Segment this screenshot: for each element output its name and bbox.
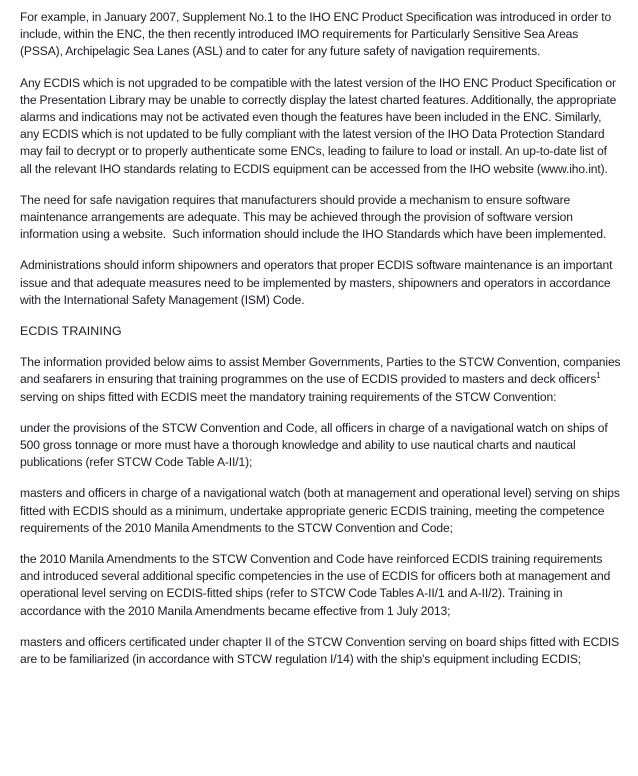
paragraph-ecdis-upgrade: Any ECDIS which is not upgraded to be compatible with the latest version of the IHO ENC Product Specification or the Presentation Library may be unable to correctly display the latest charted features. Additionally, the appropriate alarms and indications may not be activated even though the features have been included in the ENC. Similarly, any ECDIS which is not updated to be fully compliant with the latest version of the IHO Data Protection Standard may fail to decrypt or to properly authenticate some ENCs, leading to failure to load or install. An up-to-date list of all the relevant IHO standards relating to ECDIS equipment can be accessed from the IHO website (www.iho.int). [20,75,620,176]
paragraph-text-after-footnote: serving on ships fitted with ECDIS meet the mandatory training requirements of the STCW Convention: [20,372,605,404]
document-body [20,9,624,668]
paragraph-ecdis-supplement: For example, in January 2007, Supplement No.1 to the IHO ENC Product Specification was introduced in order to include, within the ENC, the then recently introduced IMO requirements for Particularly Sensitive Sea Areas (PSSA), Archipelagic Sea Lanes (ASL) and to cater for any future safety of navigation requirements. [20,10,615,59]
paragraph-information-provided [20,354,624,406]
paragraph-administrations: Administrations should inform shipowners and operators that proper ECDIS software maintenance is an important issue and that adequate measures need to be implemented by masters, shipowners and operators in accordance with the International Safety Management (ISM) Code. [20,258,616,307]
paragraph-text-before-footnote: The information provided below aims to assist Member Governments, Parties to the STCW Convention, companies and seafarers in ensuring that training programmes on the use of ECDIS provided to masters and deck officers [20,355,624,387]
paragraph-masters-officers-generic: masters and officers in charge of a navigational watch (both at management and operational level) serving on ships fitted with ECDIS should as a minimum, undertake appropriate generic ECDIS training, meeting the competence requirements of the 2010 Manila Amendments to the STCW Convention and Code; [20,486,623,535]
paragraph-stcw-provisions: under the provisions of the STCW Convention and Code, all officers in charge of a navigational watch on ships of 500 gross tonnage or more must have a thorough knowledge and ability to use nautical charts and nautical publications (refer STCW Code Table A-II/1); [20,420,611,470]
footnote-reference-marker: 1 [596,371,601,381]
paragraph-safe-navigation: The need for safe navigation requires that manufacturers should provide a mechanism to ensure software maintenance arrangements are adequate. This may be achieved through the provision of software version information using a website. Such information should include the IHO Standards which have been implemented. [20,192,607,242]
section-heading-ecdis-training: ECDIS TRAINING [20,324,122,339]
paragraph-manila-amendments: the 2010 Manila Amendments to the STCW Convention and Code have reinforced ECDIS training requirements and introduced several additional specific competencies in the use of ECDIS for officers both at management and operational level serving on ECDIS-fitted ships (refer to STCW Code Tables A-II/1 and A-II/2). Training in accordance with the 2010 Manila Amendments became effective from 1 July 2013; [20,552,614,618]
paragraph-chapter-ii-certificated: masters and officers certificated under chapter II of the STCW Convention serving on board ships fitted with ECDIS are to be familiarized (in accordance with STCW regulation I/14) with the ship's equipment including ECDIS; [20,634,623,667]
